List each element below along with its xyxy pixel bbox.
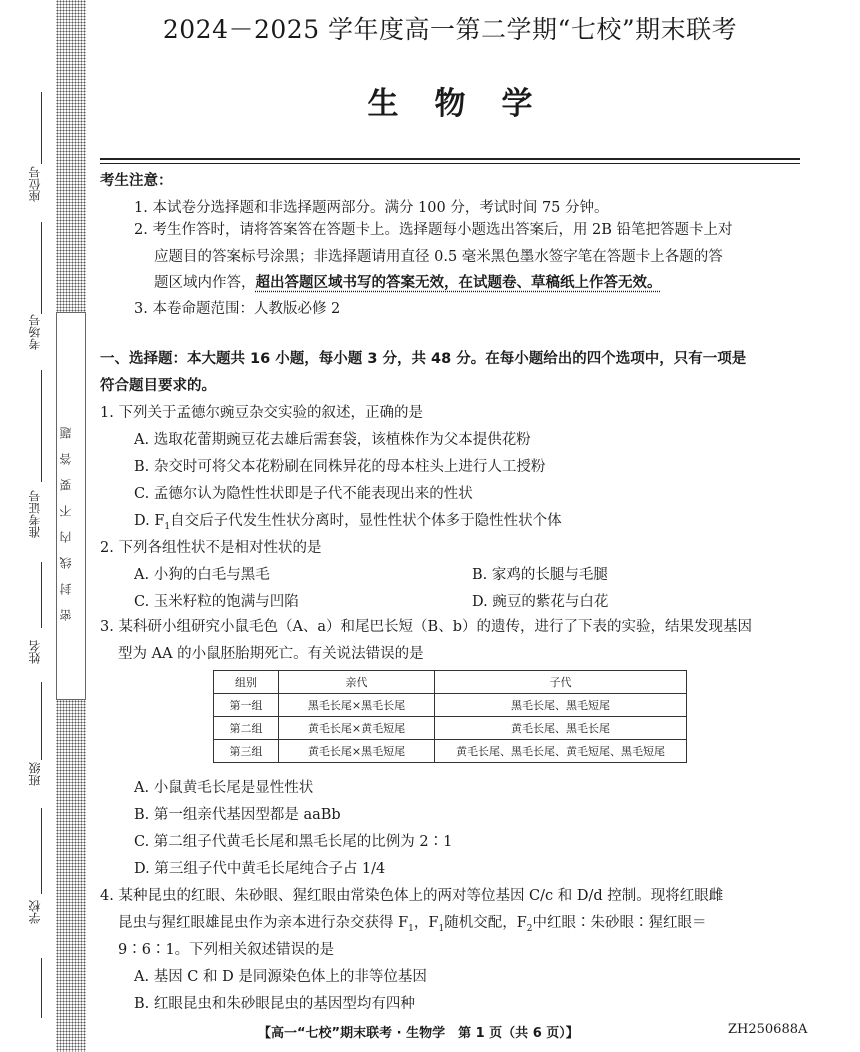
question-2-stem: 2. 下列各组性状不是相对性状的是 xyxy=(100,540,322,556)
exam-code: ZH250688A xyxy=(728,1022,808,1037)
question-1-option-a: A. 选取花蕾期豌豆花去雄后需套袋，该植株作为父本提供花粉 xyxy=(134,432,531,448)
question-4-stem-line-1: 4. 某种昆虫的红眼、朱砂眼、猩红眼由常染色体上的两对等位基因 C/c 和 D/d 控制。现将红眼雌 xyxy=(100,888,724,904)
question-2-option-c: C. 玉米籽粒的饱满与凹陷 xyxy=(134,594,299,610)
option-d-prefix: D. F xyxy=(134,513,165,529)
table-cell: 黄毛长尾、黑毛长尾、黄毛短尾、黑毛短尾 xyxy=(435,740,687,763)
admission-ticket-label: 准考证号 xyxy=(28,490,42,538)
question-1-option-c: C. 孟德尔认为隐性性状即是子代不能表现出来的性状 xyxy=(134,486,473,502)
subscript: 1 xyxy=(438,923,445,934)
notice-item-1: 1. 本试卷分选择题和非选择题两部分。满分 100 分，考试时间 75 分钟。 xyxy=(134,200,609,216)
margin-line xyxy=(41,222,42,314)
notice-item-3: 3. 本卷命题范围：人教版必修 2 xyxy=(134,301,341,317)
question-4-stem-line-3: 9∶6∶1。下列相关叙述错误的是 xyxy=(118,942,335,958)
stem-text: 中红眼∶朱砂眼∶猩红眼＝ xyxy=(532,915,707,931)
binding-margin xyxy=(0,0,50,1052)
notice-item-2-line-2: 应题目的答案标号涂黑；非选择题请用直径 0.5 毫米黑色墨水签字笔在答题卡上各题的答 xyxy=(154,249,723,265)
notice-plain-text: 题区域内作答， xyxy=(154,275,256,291)
table-cell: 黄毛长尾×黄毛短尾 xyxy=(279,717,435,740)
table-row xyxy=(214,694,687,717)
question-3-stem-line-2: 型为 AA 的小鼠胚胎期死亡。有关说法错误的是 xyxy=(118,646,424,662)
subscript: 2 xyxy=(526,923,533,934)
question-4-option-a: A. 基因 C 和 D 是同源染色体上的非等位基因 xyxy=(134,969,427,985)
table-cell: 第一组 xyxy=(214,694,279,717)
genetics-table xyxy=(213,670,687,763)
question-4-option-b: B. 红眼昆虫和朱砂眼昆虫的基因型均有四种 xyxy=(134,996,415,1012)
notice-heading: 考生注意： xyxy=(100,173,173,189)
table-header-cell: 子代 xyxy=(435,671,687,694)
question-3-option-d: D. 第三组子代中黄毛长尾纯合子占 1/4 xyxy=(134,861,386,877)
subscript: 1 xyxy=(164,521,171,532)
question-1-option-b: B. 杂交时可将父本花粉刷在同株异花的母本柱头上进行人工授粉 xyxy=(134,459,546,475)
table-cell: 黄毛长尾、黑毛长尾 xyxy=(435,717,687,740)
page-footer: 【高一“七校”期末联考 · 生物学 第 1 页（共 6 页）】 xyxy=(258,1026,579,1041)
table-header-cell: 亲代 xyxy=(279,671,435,694)
question-2-option-a: A. 小狗的白毛与黑毛 xyxy=(134,567,270,583)
question-1-stem: 1. 下列关于孟德尔豌豆杂交实验的叙述，正确的是 xyxy=(100,405,423,421)
question-2-option-b: B. 家鸡的长腿与毛腿 xyxy=(472,567,608,583)
margin-line xyxy=(41,958,42,1018)
school-label: 学校 xyxy=(28,900,42,924)
stem-text: 随机交配，F xyxy=(444,915,527,931)
margin-line xyxy=(41,682,42,760)
table-row xyxy=(214,717,687,740)
table-cell: 第三组 xyxy=(214,740,279,763)
table-cell: 黄毛长尾×黑毛短尾 xyxy=(279,740,435,763)
margin-line xyxy=(41,808,42,894)
question-3-stem-line-1: 3. 某科研小组研究小鼠毛色（A、a）和尾巴长短（B、b）的遗传，进行了下表的实验，结果发现基因 xyxy=(100,619,752,635)
table-cell: 第二组 xyxy=(214,717,279,740)
subject-title: 生物学 xyxy=(367,86,569,122)
question-2-option-d: D. 豌豆的紫花与白花 xyxy=(472,594,609,610)
notice-item-2-line-3 xyxy=(154,270,662,297)
seal-dot-strip-bottom xyxy=(56,700,86,1052)
name-label: 姓名 xyxy=(28,640,42,664)
header-rule xyxy=(100,158,800,160)
notice-emphasis-text: 超出答题区域书写的答案无效，在试题卷、草稿纸上作答无效。 xyxy=(255,275,662,291)
exam-room-label: 考场号 xyxy=(28,314,42,350)
question-3-option-c: C. 第二组子代黄毛长尾和黑毛长尾的比例为 2∶1 xyxy=(134,834,453,850)
seal-warning-text: 密封线内不要答题 xyxy=(59,413,73,621)
option-d-text: 自交后子代发生性状分离时，显性性状个体多于隐性性状个体 xyxy=(170,513,562,529)
stem-text: 昆虫与猩红眼雄昆虫作为亲本进行杂交获得 F xyxy=(118,915,409,931)
table-row xyxy=(214,740,687,763)
question-3-option-b: B. 第一组亲代基因型都是 aaBb xyxy=(134,807,341,823)
stem-text: ，F xyxy=(413,915,439,931)
notice-item-2-line-1: 2. 考生作答时，请将答案答在答题卡上。选择题每小题选出答案后，用 2B 铅笔把答题卡上对 xyxy=(134,222,733,238)
table-cell: 黑毛长尾×黑毛长尾 xyxy=(279,694,435,717)
section-heading-line-1: 一、选择题：本大题共 16 小题，每小题 3 分，共 48 分。在每小题给出的四个选项中，只有一项是 xyxy=(100,351,747,367)
table-header-row xyxy=(214,671,687,694)
table-cell: 黑毛长尾、黑毛短尾 xyxy=(435,694,687,717)
margin-line xyxy=(41,562,42,628)
seat-number-label: 座位号 xyxy=(28,166,42,202)
exam-title: 2024－2025 学年度高一第二学期“七校”期末联考 xyxy=(162,15,738,44)
margin-line xyxy=(41,370,42,482)
question-3-option-a: A. 小鼠黄毛长尾是显性性状 xyxy=(134,780,314,796)
seal-dot-strip-top xyxy=(56,0,86,312)
class-label: 班级 xyxy=(28,762,42,786)
section-heading-line-2: 符合题目要求的。 xyxy=(100,378,216,394)
seal-line-box xyxy=(56,312,86,700)
header-rule-thin xyxy=(100,163,800,164)
subscript: 1 xyxy=(408,923,414,934)
margin-line xyxy=(41,92,42,164)
table-header-cell: 组别 xyxy=(214,671,279,694)
